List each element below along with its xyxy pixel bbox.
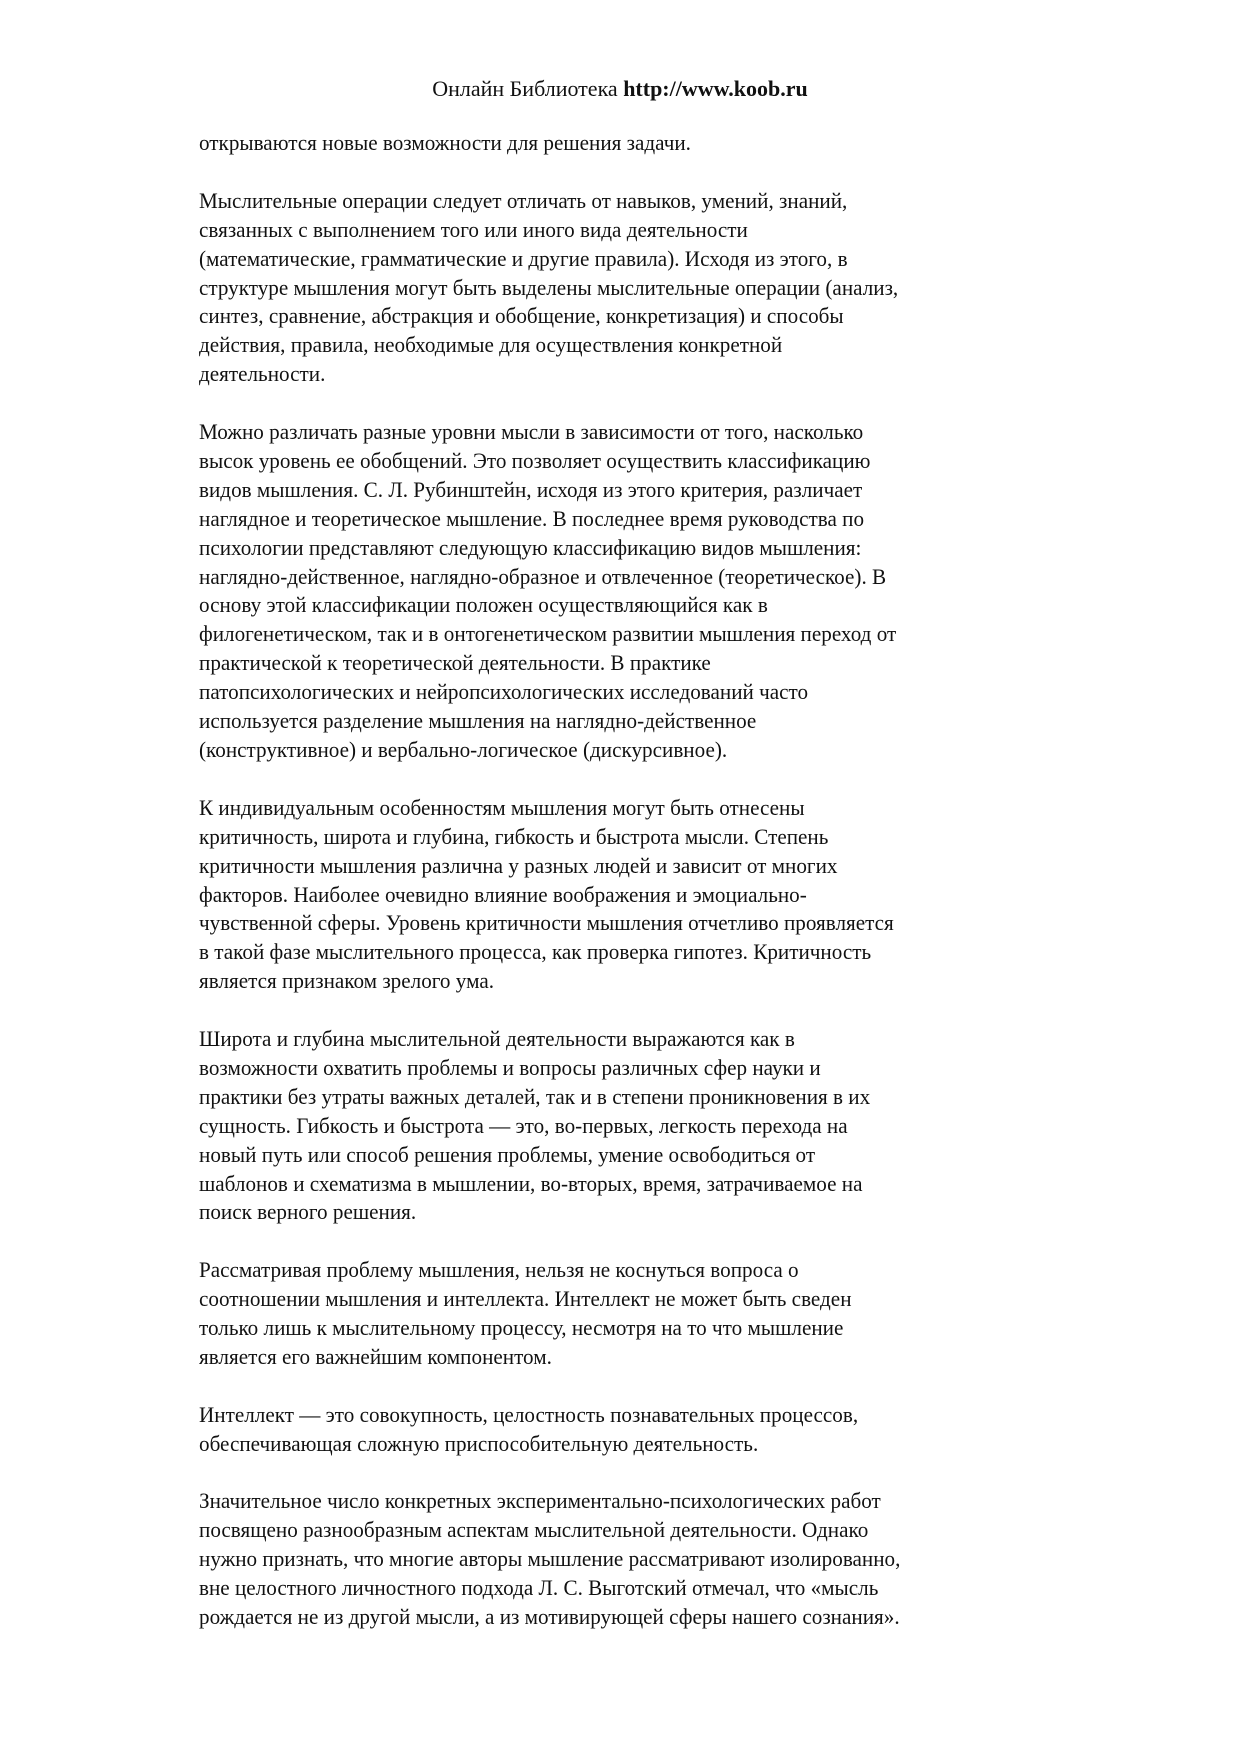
header-library-name: Онлайн Библиотека	[432, 76, 618, 101]
paragraph	[199, 1401, 1099, 1459]
text-line: обеспечивающая сложную приспособительную деятельность.	[199, 1430, 759, 1456]
text-line: сущность. Гибкость и быстрота — это, во-первых, легкость перехода на	[199, 1112, 848, 1138]
text-line: является признаком зрелого ума.	[199, 968, 494, 994]
text-line: деятельности.	[199, 361, 326, 387]
paragraph	[199, 1487, 1099, 1632]
text-line: высок уровень ее обобщений. Это позволяет осуществить классификацию	[199, 447, 871, 473]
text-line: основу этой классификации положен осуществляющийся как в	[199, 592, 768, 618]
text-line: в такой фазе мыслительного процесса, как проверка гипотез. Критичность	[199, 939, 872, 965]
text-line: чувственной сферы. Уровень критичности мышления отчетливо проявляется	[199, 910, 894, 936]
paragraph	[199, 129, 1099, 158]
text-line: Рассматривая проблему мышления, нельзя не коснуться вопроса о	[199, 1257, 799, 1283]
text-line: только лишь к мыслительному процессу, несмотря на то что мышление	[199, 1315, 844, 1341]
text-line: факторов. Наиболее очевидно влияние воображения и эмоциально-	[199, 881, 807, 907]
paragraph	[199, 1256, 1099, 1372]
text-line: филогенетическом, так и в онтогенетическом развитии мышления переход от	[199, 621, 897, 647]
text-line: структуре мышления могут быть выделены мыслительные операции (анализ,	[199, 274, 899, 300]
page-header	[0, 74, 1240, 104]
text-line: шаблонов и схематизма в мышлении, во-вторых, время, затрачиваемое на	[199, 1170, 863, 1196]
text-line: соотношении мышления и интеллекта. Интеллект не может быть сведен	[199, 1286, 852, 1312]
text-line: Мыслительные операции следует отличать от навыков, умений, знаний,	[199, 187, 848, 213]
text-line: Широта и глубина мыслительной деятельности выражаются как в	[199, 1026, 795, 1052]
text-line: синтез, сравнение, абстракция и обобщение, конкретизация) и способы	[199, 303, 844, 329]
document-body	[199, 129, 1099, 1661]
text-line: возможности охватить проблемы и вопросы различных сфер науки и	[199, 1054, 821, 1080]
text-line: рождается не из другой мысли, а из мотивирующей сферы нашего сознания».	[199, 1604, 900, 1630]
paragraph	[199, 1025, 1099, 1227]
text-line: К индивидуальным особенностям мышления могут быть отнесены	[199, 794, 805, 820]
text-line: Интеллект — это совокупность, целостность познавательных процессов,	[199, 1401, 859, 1427]
paragraph	[199, 794, 1099, 996]
text-line: действия, правила, необходимые для осуществления конкретной	[199, 332, 783, 358]
text-line: связанных с выполнением того или иного вида деятельности	[199, 216, 748, 242]
text-line: критичности мышления различна у разных людей и зависит от многих	[199, 852, 838, 878]
text-line: Значительное число конкретных экспериментально-психологических работ	[199, 1488, 881, 1514]
text-line: (математические, грамматические и другие правила). Исходя из этого, в	[199, 245, 848, 271]
text-line: психологии представляют следующую классификацию видов мышления:	[199, 534, 862, 560]
text-line: вне целостного личностного подхода Л. С. Выготский отмечал, что «мысль	[199, 1575, 879, 1601]
text-line: открываются новые возможности для решения задачи.	[199, 130, 691, 155]
text-line: практической к теоретической деятельности. В практике	[199, 650, 711, 676]
text-line: наглядное и теоретическое мышление. В последнее время руководства по	[199, 505, 865, 531]
text-line: посвящено разнообразным аспектам мыслительной деятельности. Однако	[199, 1517, 869, 1543]
text-line: поиск верного решения.	[199, 1199, 417, 1225]
text-line: практики без утраты важных деталей, так и в степени проникновения в их	[199, 1083, 871, 1109]
text-line: новый путь или способ решения проблемы, умение освободиться от	[199, 1141, 816, 1167]
text-line: используется разделение мышления на наглядно-действенное	[199, 708, 757, 734]
text-line: наглядно-действенное, наглядно-образное и отвлеченное (теоретическое). В	[199, 563, 887, 589]
text-line: видов мышления. С. Л. Рубинштейн, исходя из этого критерия, различает	[199, 476, 863, 502]
text-line: патопсихологических и нейропсихологических исследований часто	[199, 679, 809, 705]
text-line: нужно признать, что многие авторы мышление рассматривают изолированно,	[199, 1546, 901, 1572]
text-line: (конструктивное) и вербально-логическое (дискурсивное).	[199, 737, 728, 762]
paragraph	[199, 418, 1099, 765]
paragraph	[199, 187, 1099, 389]
text-line: критичность, широта и глубина, гибкость и быстрота мысли. Степень	[199, 823, 829, 849]
text-line: является его важнейшим компонентом.	[199, 1343, 552, 1369]
header-url-link[interactable]: http://www.koob.ru	[623, 76, 808, 101]
text-line: Можно различать разные уровни мысли в зависимости от того, насколько	[199, 419, 864, 445]
